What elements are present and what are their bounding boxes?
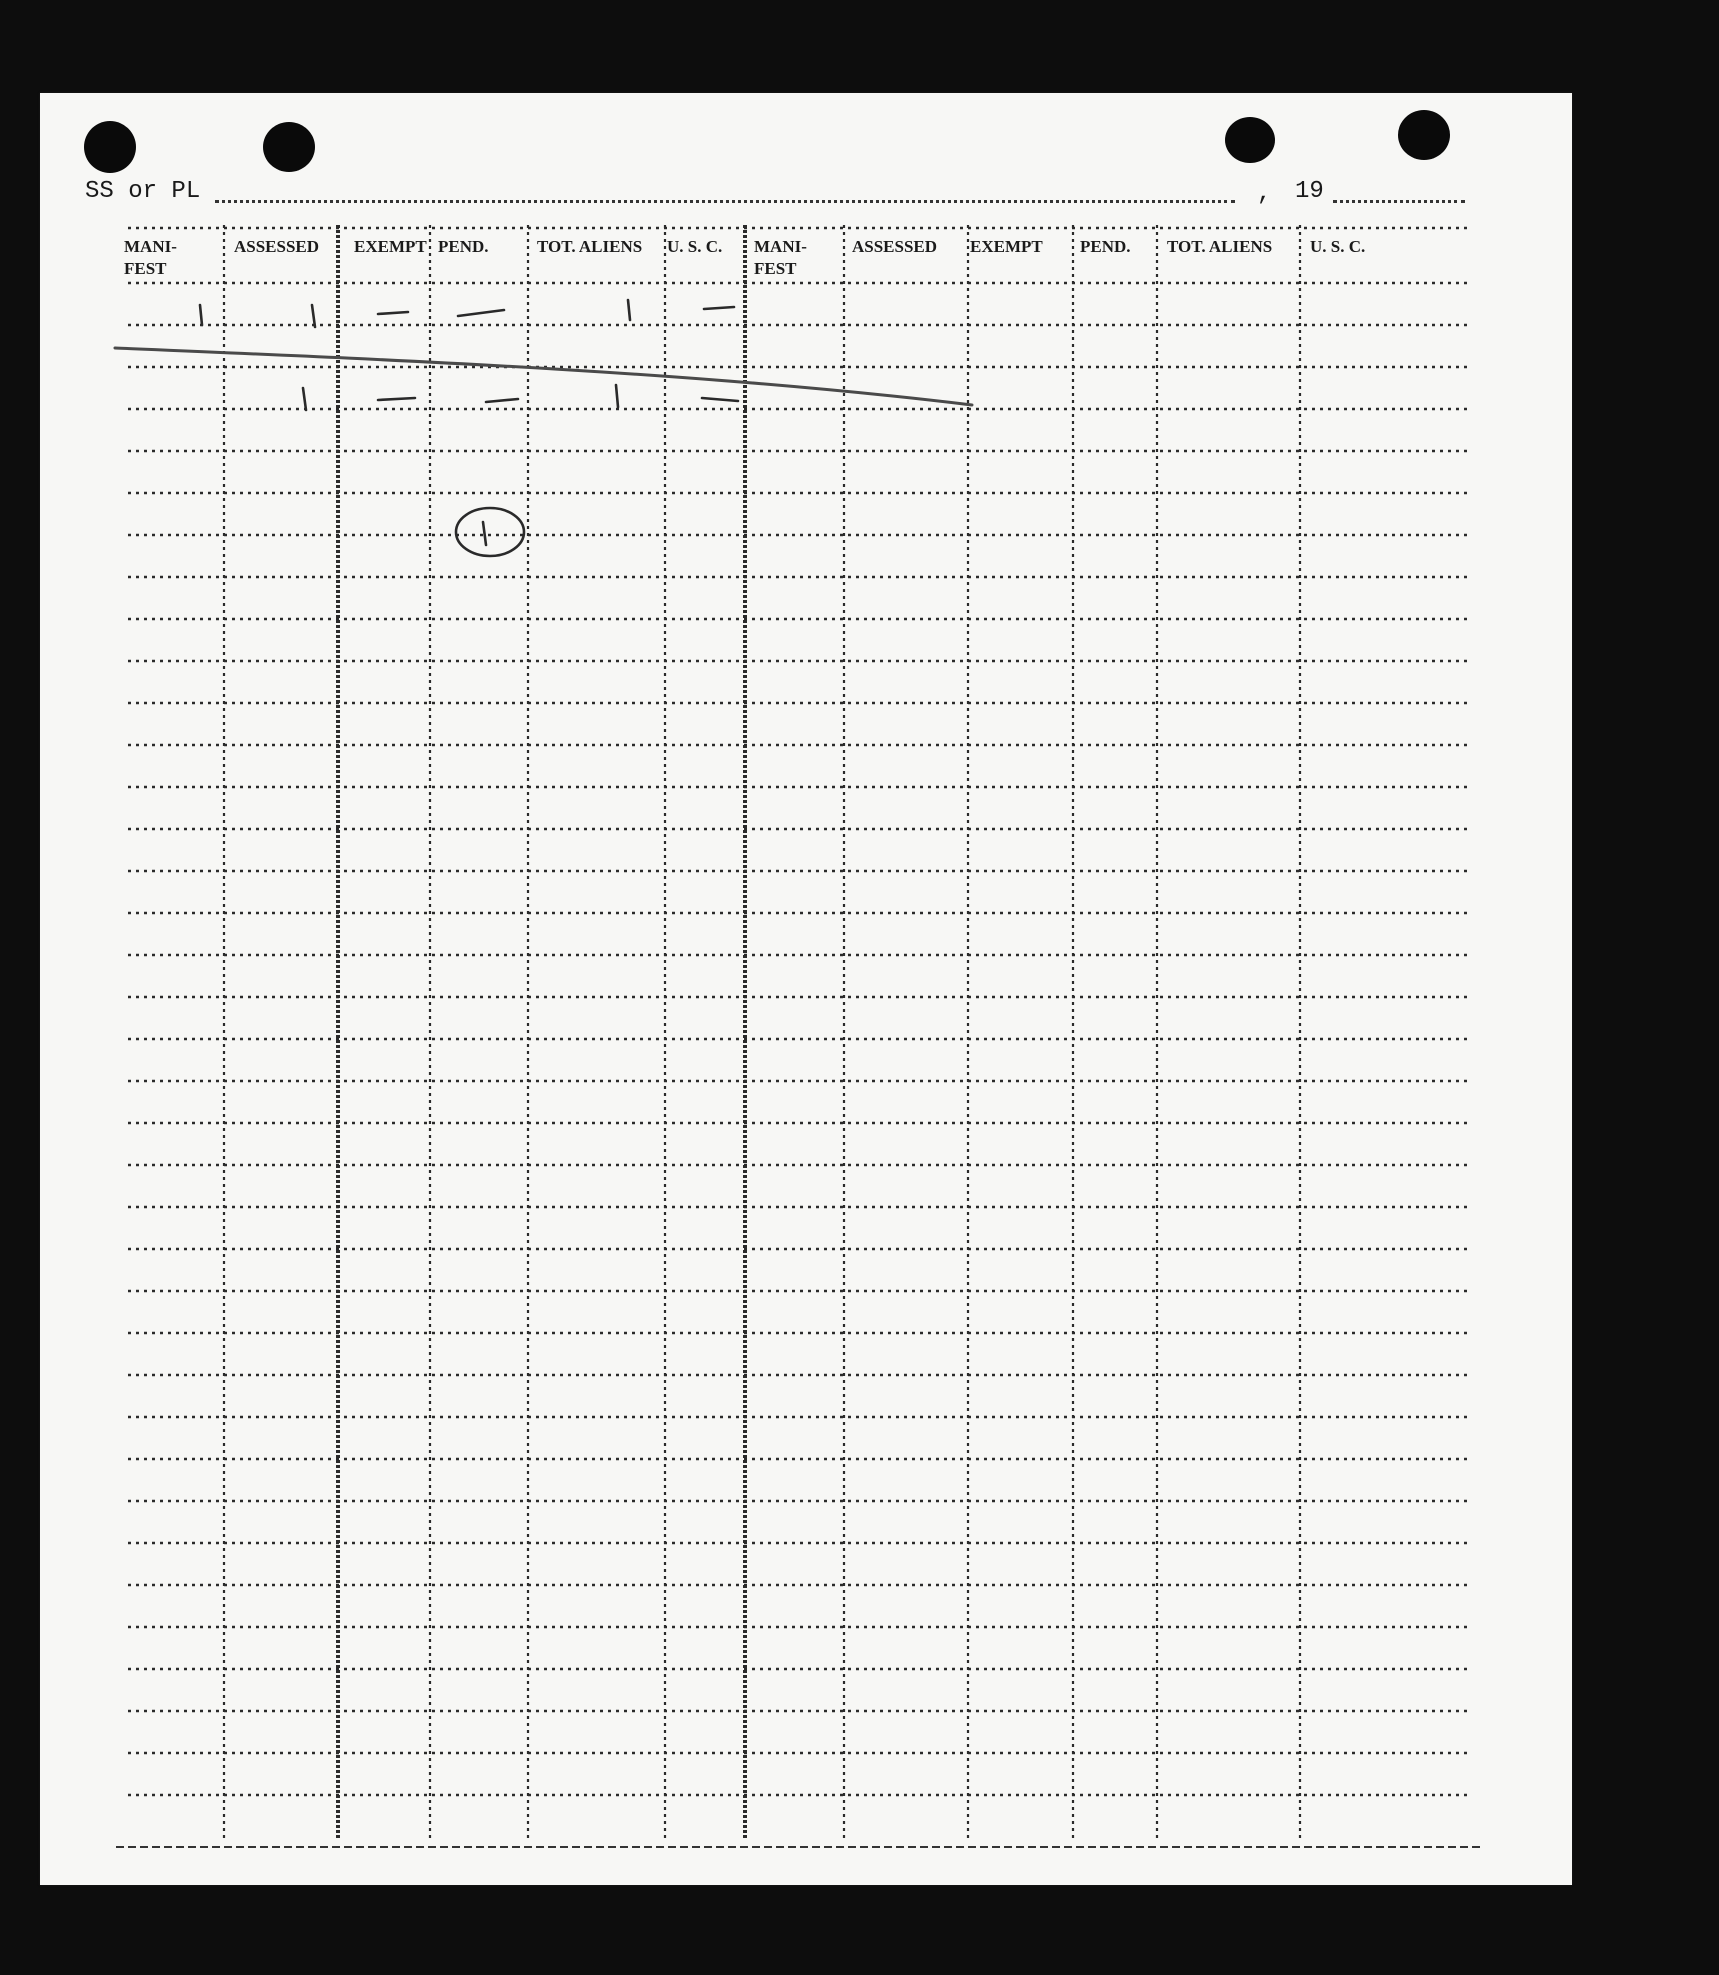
hand-dash-pend-r3 xyxy=(486,399,518,402)
hand-dash-exempt-r1 xyxy=(378,312,408,314)
col-header-pend-right: PEND. xyxy=(1080,237,1131,256)
col-header-assessed-right: ASSESSED xyxy=(852,237,938,256)
col-header-manifest-left: MANI- FEST xyxy=(124,237,177,278)
hand-dash-usc-r3 xyxy=(702,398,738,401)
hand-dash-pend-r1 xyxy=(458,310,504,316)
hand-mark-totaliens-r1 xyxy=(628,300,630,320)
date-comma: , xyxy=(1257,180,1272,207)
hand-dash-usc-r1 xyxy=(704,307,734,309)
year-prefix: 19 xyxy=(1295,178,1324,205)
col-header-pend-left: PEND. xyxy=(438,237,489,256)
col-header-exempt-right: EXEMPT xyxy=(970,237,1043,256)
dotted-column-rules xyxy=(224,225,1300,1840)
ss-or-pl-label: SS or PL xyxy=(85,178,201,205)
hand-circle-pend-r5 xyxy=(456,508,524,556)
strike-through-line xyxy=(115,348,972,405)
hand-mark-totaliens-r3 xyxy=(616,385,618,407)
col-header-manifest-right: MANI- FEST xyxy=(754,237,807,278)
col-header-usc-left: U. S. C. xyxy=(667,237,723,256)
hand-mark-assessed-r3 xyxy=(303,388,306,410)
hand-mark-manifest-r1 xyxy=(200,305,202,325)
hand-mark-assessed-r1 xyxy=(312,305,315,327)
col-header-usc-right: U. S. C. xyxy=(1310,237,1366,256)
col-header-exempt-left: EXEMPT xyxy=(354,237,427,256)
col-header-tot-aliens-right: TOT. ALIENS xyxy=(1167,237,1273,256)
col-header-assessed-left: ASSESSED xyxy=(234,237,320,256)
dotted-row-rules xyxy=(128,228,1472,1795)
hand-dash-exempt-r3 xyxy=(378,398,415,400)
hand-mark-circled-one xyxy=(483,522,486,545)
col-header-tot-aliens-left: TOT. ALIENS xyxy=(537,237,643,256)
